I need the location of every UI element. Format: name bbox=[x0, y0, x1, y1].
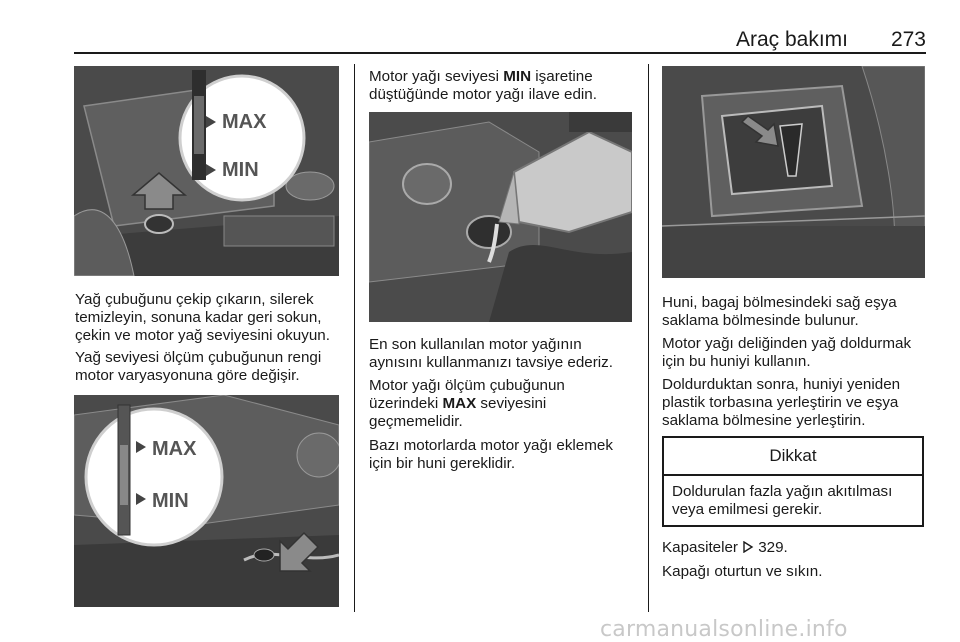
text-run: Kapasiteler bbox=[662, 539, 743, 556]
text-bold-min: MIN bbox=[503, 68, 532, 85]
paragraph-same-oil: En son kullanılan motor yağının aynısını kullanmanızı tavsiye ederiz. bbox=[369, 336, 613, 371]
column-divider-1 bbox=[354, 64, 355, 612]
paragraph-funnel-needed: Bazı motorlarda motor yağı eklemek için bir huni gereklidir. bbox=[369, 437, 613, 472]
engine-illustration bbox=[74, 66, 339, 276]
max-label-alt: MAX bbox=[152, 438, 197, 460]
text-run: seviyesini geçmemelidir. bbox=[369, 395, 547, 430]
text-bold-max: MAX bbox=[442, 395, 477, 412]
page-reference-arrow-icon bbox=[742, 541, 754, 553]
text-run: işaretine düştüğünde motor yağı ilave edin. bbox=[369, 68, 597, 103]
figure-funnel-location bbox=[662, 66, 925, 278]
running-header-title: Araç bakımı bbox=[735, 28, 848, 51]
figure-dipstick-location bbox=[74, 66, 339, 276]
notice-body: Doldurulan fazla yağın akıtılması veya emilmesi gerekir. bbox=[672, 483, 893, 518]
engine-illustration-alt bbox=[74, 395, 339, 607]
paragraph-capacities bbox=[662, 539, 788, 557]
notice-heading: Dikkat bbox=[664, 438, 922, 476]
trunk-compartment-illustration bbox=[662, 66, 925, 278]
paragraph-close-cap: Kapağı oturtun ve sıkın. bbox=[662, 563, 823, 580]
paragraph-store-funnel: Doldurduktan sonra, huniyi yeniden plastik torbasına yerleştirin ve eşya saklama bölmesine yerleştirin. bbox=[662, 376, 901, 429]
text-run: Motor yağı ölçüm çubuğunun üzerindeki bbox=[369, 377, 565, 412]
oil-filling-illustration bbox=[369, 112, 632, 322]
figure-dipstick-alternate bbox=[74, 395, 339, 607]
page-number: 273 bbox=[890, 28, 926, 51]
paragraph-dipstick-color: Yağ seviyesi ölçüm çubuğunun rengi motor varyasyonuna göre değişir. bbox=[75, 349, 322, 384]
figure-oil-filling bbox=[369, 112, 632, 322]
paragraph-max-level bbox=[369, 377, 565, 431]
min-label: MIN bbox=[222, 159, 259, 181]
paragraph-dipstick-procedure: Yağ çubuğunu çekip çıkarın, silerek temizleyin, sonuna kadar geri sokun, çekin ve motor yağ seviyesini okuyun. bbox=[75, 291, 330, 344]
caution-notice bbox=[662, 436, 924, 527]
text-run: Motor yağı seviyesi bbox=[369, 68, 504, 85]
max-label: MAX bbox=[222, 111, 267, 133]
min-label-alt: MIN bbox=[152, 490, 189, 512]
page-reference-link[interactable]: 329. bbox=[758, 539, 788, 556]
watermark: carmanualsonline.info bbox=[600, 617, 848, 642]
paragraph-funnel-location: Huni, bagaj bölmesindeki sağ eşya saklama bölmesinde bulunur. bbox=[662, 294, 897, 329]
paragraph-add-oil bbox=[369, 68, 597, 104]
column-divider-2 bbox=[648, 64, 649, 612]
paragraph-use-funnel: Motor yağı deliğinden yağ doldurmak için bu huniyi kullanın. bbox=[662, 335, 912, 370]
header-rule bbox=[74, 52, 926, 54]
